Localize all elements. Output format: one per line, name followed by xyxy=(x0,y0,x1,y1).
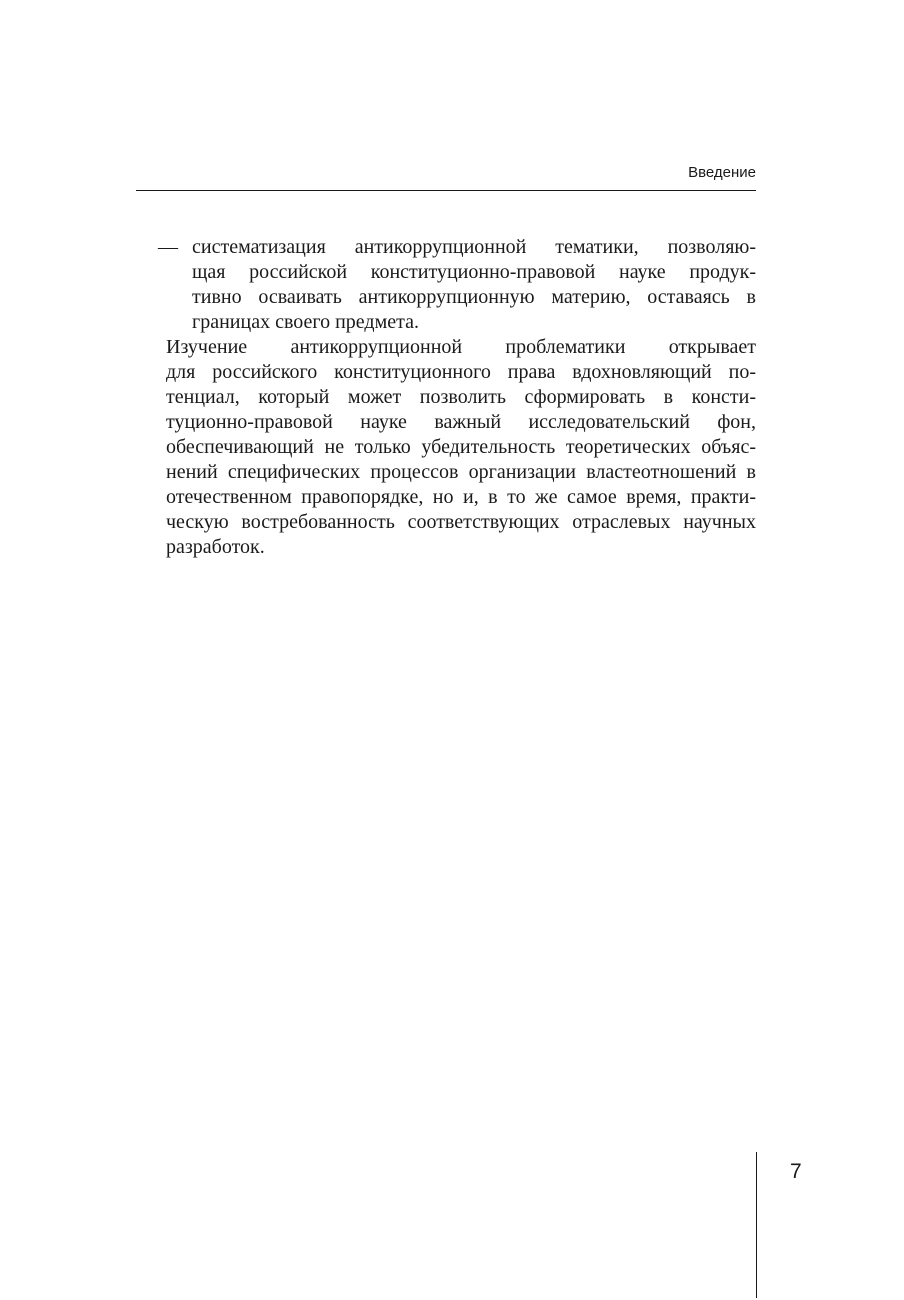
paragraph-line: ческую востребованность соответствующих отраслевых научных xyxy=(166,511,756,533)
paragraph-line: обеспечивающий не только убедительность теоретических объяс- xyxy=(166,436,756,458)
margin-rule xyxy=(756,1152,757,1298)
running-header-title: Введение xyxy=(688,164,756,181)
paragraph-line: нений специфических процессов организации властеотношений в xyxy=(166,461,756,483)
bullet-line: границах своего предмета. xyxy=(192,311,419,333)
bullet-line: щая российской конституционно-правовой науке продук- xyxy=(192,261,756,283)
paragraph-line: для российского конституционного права вдохновляющий по- xyxy=(166,361,756,383)
paragraph-line: разработок. xyxy=(166,536,265,558)
paragraph-line: Изучение антикоррупционной проблематики открывает xyxy=(166,336,756,358)
running-header xyxy=(136,164,756,191)
main-paragraph xyxy=(136,335,756,560)
paragraph-line: отечественном правопорядке, но и, в то же самое время, практи- xyxy=(166,486,756,508)
paragraph-line: туционно-правовой науке важный исследовательский фон, xyxy=(166,411,756,433)
bullet-line: систематизация антикоррупционной тематики, позволяю- xyxy=(192,236,756,258)
bullet-line: тивно осваивать антикоррупционную материю, оставаясь в xyxy=(192,286,756,308)
body-text xyxy=(136,235,756,560)
page-number: 7 xyxy=(790,1160,802,1183)
paragraph-line: тенциал, который может позволить сформировать в консти- xyxy=(166,386,756,408)
bullet-item xyxy=(136,235,756,335)
bullet-dash: — xyxy=(158,236,178,258)
